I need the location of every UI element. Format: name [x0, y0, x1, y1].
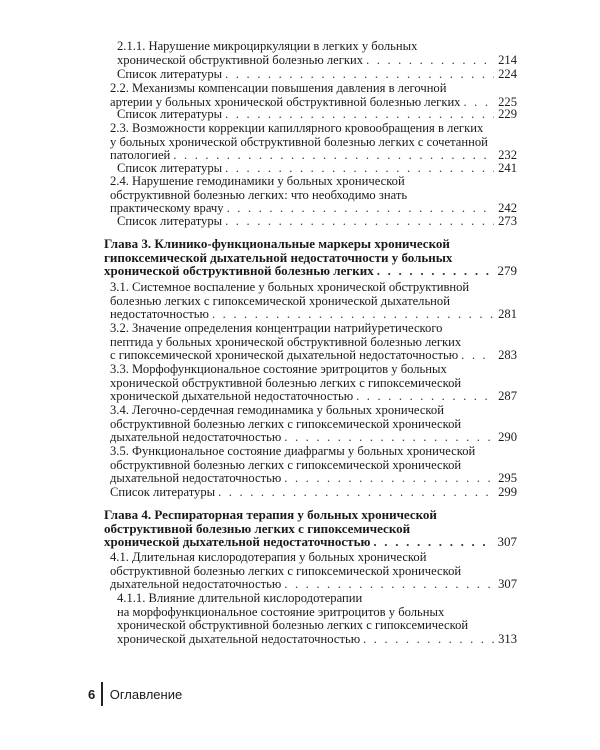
toc-entry-text: на морфофункциональное состояние эритроцитов у больных — [117, 604, 445, 619]
toc-entry — [117, 215, 517, 229]
toc-entry-text: 4.1. Длительная кислородотерапия у больных хронической — [110, 550, 427, 564]
toc-chapter-text: хронической обструктивной болезнью легких — [104, 263, 374, 279]
toc-chapter-text: хронической дыхательной недостаточностью — [104, 534, 371, 550]
toc-entry-text: 3.5. Функциональное состояние диафрагмы у больных хронической — [110, 444, 476, 458]
toc-entry-text: пептида у больных хронической обструктивной болезнью легких — [110, 334, 462, 349]
toc-entry-text: 2.3. Возможности коррекции капиллярного кровообращения в легких — [110, 121, 484, 135]
leader-dots — [227, 202, 495, 216]
toc-entry-text: дыхательной недостаточностью — [110, 577, 282, 592]
toc-entry — [110, 551, 517, 592]
toc-page-number: 232 — [498, 148, 517, 163]
toc-page-number: 307 — [497, 534, 517, 550]
toc-entry — [110, 322, 517, 363]
toc-entry — [110, 122, 517, 163]
toc-page-number: 290 — [498, 430, 517, 445]
toc-entry — [110, 404, 517, 445]
toc-chapter-entry — [104, 508, 517, 549]
toc-entry-text: Список литературы — [110, 485, 216, 499]
footer-divider — [101, 682, 103, 706]
toc-entry — [110, 175, 517, 216]
leader-dots — [461, 349, 494, 363]
leader-dots — [377, 264, 494, 278]
footer-page-number: 6 — [88, 686, 96, 702]
toc-entry-text: обструктивной болезнью легких с гипоксемической хронической — [110, 563, 462, 578]
leader-dots — [212, 308, 494, 322]
toc-entry — [117, 108, 517, 122]
toc-page-number: 281 — [498, 307, 517, 322]
leader-dots — [356, 390, 494, 404]
toc-entry-text: 2.1.1. Нарушение микроциркуляции в легких у больных — [117, 39, 418, 53]
toc-entry-text: 3.1. Системное воспаление у больных хронической обструктивной — [110, 280, 470, 294]
toc-page-number: 295 — [498, 471, 517, 486]
toc-entry-text: недостаточностью — [110, 307, 209, 322]
toc-page-number: 241 — [498, 161, 517, 175]
toc-chapter-text: Глава 3. Клинико-функциональные маркеры хронической — [104, 236, 450, 251]
toc-entry-text: 3.2. Значение определения концентрации натрийуретического — [110, 321, 443, 335]
toc-page-number: 229 — [498, 107, 517, 121]
toc-entry-text: болезнью легких с гипоксемической хронической дыхательной — [110, 293, 450, 308]
leader-dots — [366, 54, 494, 68]
toc-entry-text: хронической обструктивной болезнью легких — [117, 52, 364, 67]
toc-entry — [117, 68, 517, 82]
toc-entry — [110, 445, 517, 486]
toc-entry-text: хронической дыхательной недостаточностью — [110, 389, 354, 404]
toc-entry-text: у больных хронической обструктивной болезнью легких с сочетанной — [110, 134, 488, 149]
toc-entry-text: хронической обструктивной болезнью легких с гипоксемической — [110, 375, 462, 390]
leader-dots — [284, 578, 494, 592]
toc-entry-text: Список литературы — [117, 214, 223, 228]
toc-page-number: 299 — [498, 485, 517, 499]
toc-page-number: 287 — [498, 389, 517, 404]
toc-entry-text: 4.1.1. Влияние длительной кислородотерапии — [117, 591, 363, 605]
toc-page-number: 307 — [498, 577, 517, 592]
toc-entry-text: с гипоксемической хронической дыхательной недостаточностью — [110, 348, 459, 363]
toc-entry — [110, 82, 517, 109]
toc-entry — [110, 363, 517, 404]
toc-chapter-entry — [104, 237, 517, 278]
toc-entry-text: дыхательной недостаточностью — [110, 471, 282, 486]
toc-entry — [110, 486, 517, 500]
leader-dots — [218, 486, 494, 500]
toc-page-number: 225 — [498, 94, 517, 109]
toc-entry-text: Список литературы — [117, 67, 223, 81]
toc-page-number: 313 — [498, 631, 517, 646]
toc-entry-text: 3.3. Морфофункциональное состояние эритроцитов у больных — [110, 362, 447, 376]
toc-chapter-text: гипоксемической дыхательной недостаточности у больных — [104, 249, 453, 265]
toc-entry-text: обструктивной болезнью легких с гипоксемической хронической — [110, 416, 462, 431]
leader-dots — [225, 215, 494, 229]
toc-page-number: 279 — [497, 263, 517, 279]
toc-chapter-text: Глава 4. Респираторная терапия у больных хронической — [104, 507, 437, 522]
page-footer — [88, 682, 182, 706]
toc-entry-text: патологией — [110, 148, 171, 163]
toc-page-number: 273 — [498, 214, 517, 228]
toc-entry — [110, 281, 517, 322]
toc-entry-text: обструктивной болезнью легких с гипоксемической хронической — [110, 457, 462, 472]
footer-section-title: Оглавление — [109, 686, 183, 702]
toc-page-number: 283 — [498, 348, 517, 363]
leader-dots — [284, 472, 494, 486]
leader-dots — [373, 535, 493, 549]
toc-entry — [117, 40, 517, 67]
toc-entry — [117, 592, 517, 646]
toc-entry-text: Список литературы — [117, 107, 223, 121]
toc-entry-text: Список литературы — [117, 161, 223, 175]
toc-entry-text: 3.4. Легочно-сердечная гемодинамика у больных хронической — [110, 403, 444, 417]
toc-entry-text: хронической обструктивной болезнью легких с гипоксемической — [117, 618, 469, 633]
leader-dots — [225, 68, 494, 82]
toc-entry-text: 2.2. Механизмы компенсации повышения давления в легочной — [110, 81, 447, 95]
toc-page-number: 214 — [498, 52, 517, 67]
toc-entry-text: хронической дыхательной недостаточностью — [117, 631, 361, 646]
toc-entry-text: дыхательной недостаточностью — [110, 430, 282, 445]
toc-chapter-text: обструктивной болезнью легких с гипоксемической — [104, 520, 411, 536]
toc-entry-text: обструктивной болезнью легких: что необходимо знать — [110, 187, 408, 202]
leader-dots — [363, 633, 494, 647]
toc-page-number: 224 — [498, 67, 517, 81]
leader-dots — [225, 108, 494, 122]
toc-entry-text: 2.4. Нарушение гемодинамики у больных хронической — [110, 174, 405, 188]
toc-page-number: 242 — [498, 201, 517, 216]
toc-entry-text: практическому врачу — [110, 201, 224, 216]
toc-entry-text: артерии у больных хронической обструктивной болезнью легких — [110, 94, 461, 109]
leader-dots — [284, 431, 494, 445]
